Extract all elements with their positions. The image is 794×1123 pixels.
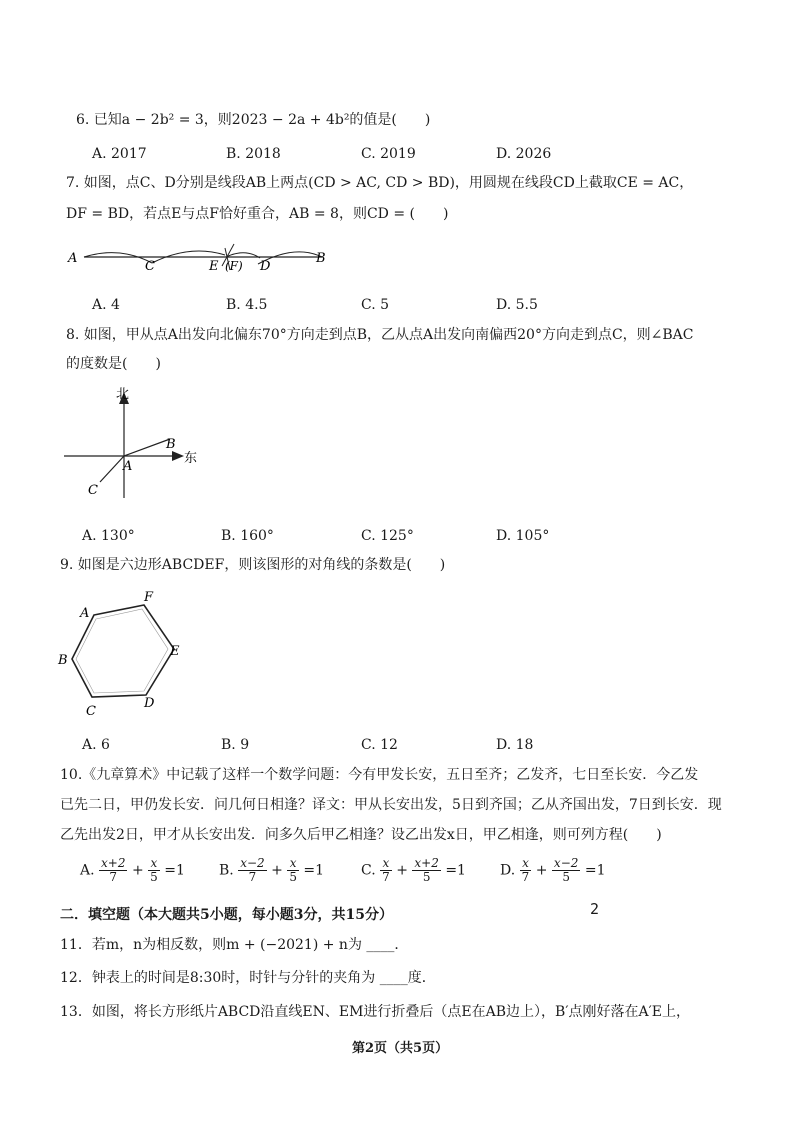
q10-option-a: A. $\frac{x+2}{7}$ + $\frac{x}{5}$ =1	[80, 856, 185, 884]
q6-stem: 6. 已知a − 2b² = 3，则2023 − 2a + 4b²的值是( )	[76, 112, 431, 128]
q11-stem: 11．若m，n为相反数，则m + (−2021) + n为 ____．	[60, 937, 409, 953]
q6-option-d: D. 2026	[496, 146, 552, 162]
q8-direction-figure	[60, 382, 210, 502]
q10-stem-line1: 10.《九章算术》中记载了这样一个数学问题：今有甲发长安，五日至齐；乙发齐，七日至长安．今乙发	[60, 767, 699, 783]
q8-option-b: B. 160°	[221, 528, 274, 544]
q8-option-d: D. 105°	[496, 528, 550, 544]
q7-option-d: D. 5.5	[496, 297, 538, 313]
east-label: 东	[184, 451, 198, 466]
q9-option-b: B. 9	[221, 737, 250, 753]
q9-stem: 9. 如图是六边形ABCDEF，则该图形的对角线的条数是( )	[60, 557, 446, 573]
q7-label-c: C	[145, 259, 155, 274]
q12-stem: 12．钟表上的时间是8:30时，时针与分针的夹角为 ____度．	[60, 970, 436, 986]
q8-stem-line2: 的度数是( )	[66, 356, 161, 372]
handwritten-mark: 2	[590, 900, 600, 918]
q13-stem: 13．如图，将长方形纸片ABCD沿直线EN、EM进行折叠后（点E在AB边上），B′点刚好落在A′E上，	[60, 1004, 691, 1020]
q9-option-c: C. 12	[361, 737, 398, 753]
q8-option-a: A. 130°	[82, 528, 135, 544]
q7-label-a: A	[68, 251, 78, 266]
q10-stem-line3: 乙先出发2日，甲才从长安出发．问多久后甲乙相逢？设乙出发x日，甲乙相逢，则可列方程( )	[60, 827, 662, 843]
q7-option-c: C. 5	[361, 297, 390, 313]
q7-stem-line1: 7. 如图，点C、D分别是线段AB上两点(CD > AC, CD > BD)，用圆规在线段CD上截取CE = AC，	[66, 175, 694, 191]
q6-option-b: B. 2018	[226, 146, 281, 162]
hexagon-label-f: F	[144, 590, 154, 605]
q8-stem-line1: 8. 如图，甲从点A出发向北偏东70°方向走到点B，乙从点A出发向南偏西20°方向走到点C，则∠BAC	[66, 327, 694, 343]
hexagon-label-d: D	[144, 696, 155, 711]
q7-option-b: B. 4.5	[226, 297, 268, 313]
q7-label-d: D	[260, 259, 271, 274]
north-label: 北	[116, 387, 130, 402]
hexagon-label-b: B	[58, 653, 68, 668]
hexagon-label-e: E	[170, 644, 180, 659]
q8-label-b: B	[166, 437, 176, 452]
q10-stem-line2: 已先二日，甲仍发长安．问几何日相逢？译文：甲从长安出发，5日到齐国；乙从齐国出发，7日到长安．现	[60, 797, 722, 813]
q8-label-a: A	[123, 459, 133, 474]
q9-option-a: A. 6	[82, 737, 110, 753]
q7-label-e: E	[209, 259, 219, 274]
q6-option-a: A. 2017	[92, 146, 147, 162]
q10-option-c: C. $\frac{x}{7}$ + $\frac{x+2}{5}$ =1	[361, 856, 466, 884]
q9-option-d: D. 18	[496, 737, 534, 753]
page-footer: 第2页（共5页）	[352, 1041, 449, 1056]
section-2-title: 二．填空题（本大题共5小题，每小题3分，共15分）	[60, 907, 393, 923]
q8-option-c: C. 125°	[361, 528, 414, 544]
q8-label-c: C	[88, 483, 98, 498]
q10-option-d: D. $\frac{x}{7}$ + $\frac{x-2}{5}$ =1	[500, 856, 606, 884]
q9-hexagon-figure	[56, 585, 196, 721]
q10-option-b: B. $\frac{x-2}{7}$ + $\frac{x}{5}$ =1	[219, 856, 325, 884]
hexagon-label-c: C	[86, 704, 96, 719]
q7-option-a: A. 4	[92, 297, 120, 313]
q7-stem-line2: DF = BD，若点E与点F恰好重合，AB = 8，则CD = ( )	[66, 206, 449, 222]
q7-segment-figure	[60, 236, 350, 282]
q7-label-f: (F)	[225, 259, 243, 273]
hexagon-label-a: A	[80, 606, 90, 621]
q7-label-b: B	[316, 251, 326, 266]
q6-option-c: C. 2019	[361, 146, 416, 162]
